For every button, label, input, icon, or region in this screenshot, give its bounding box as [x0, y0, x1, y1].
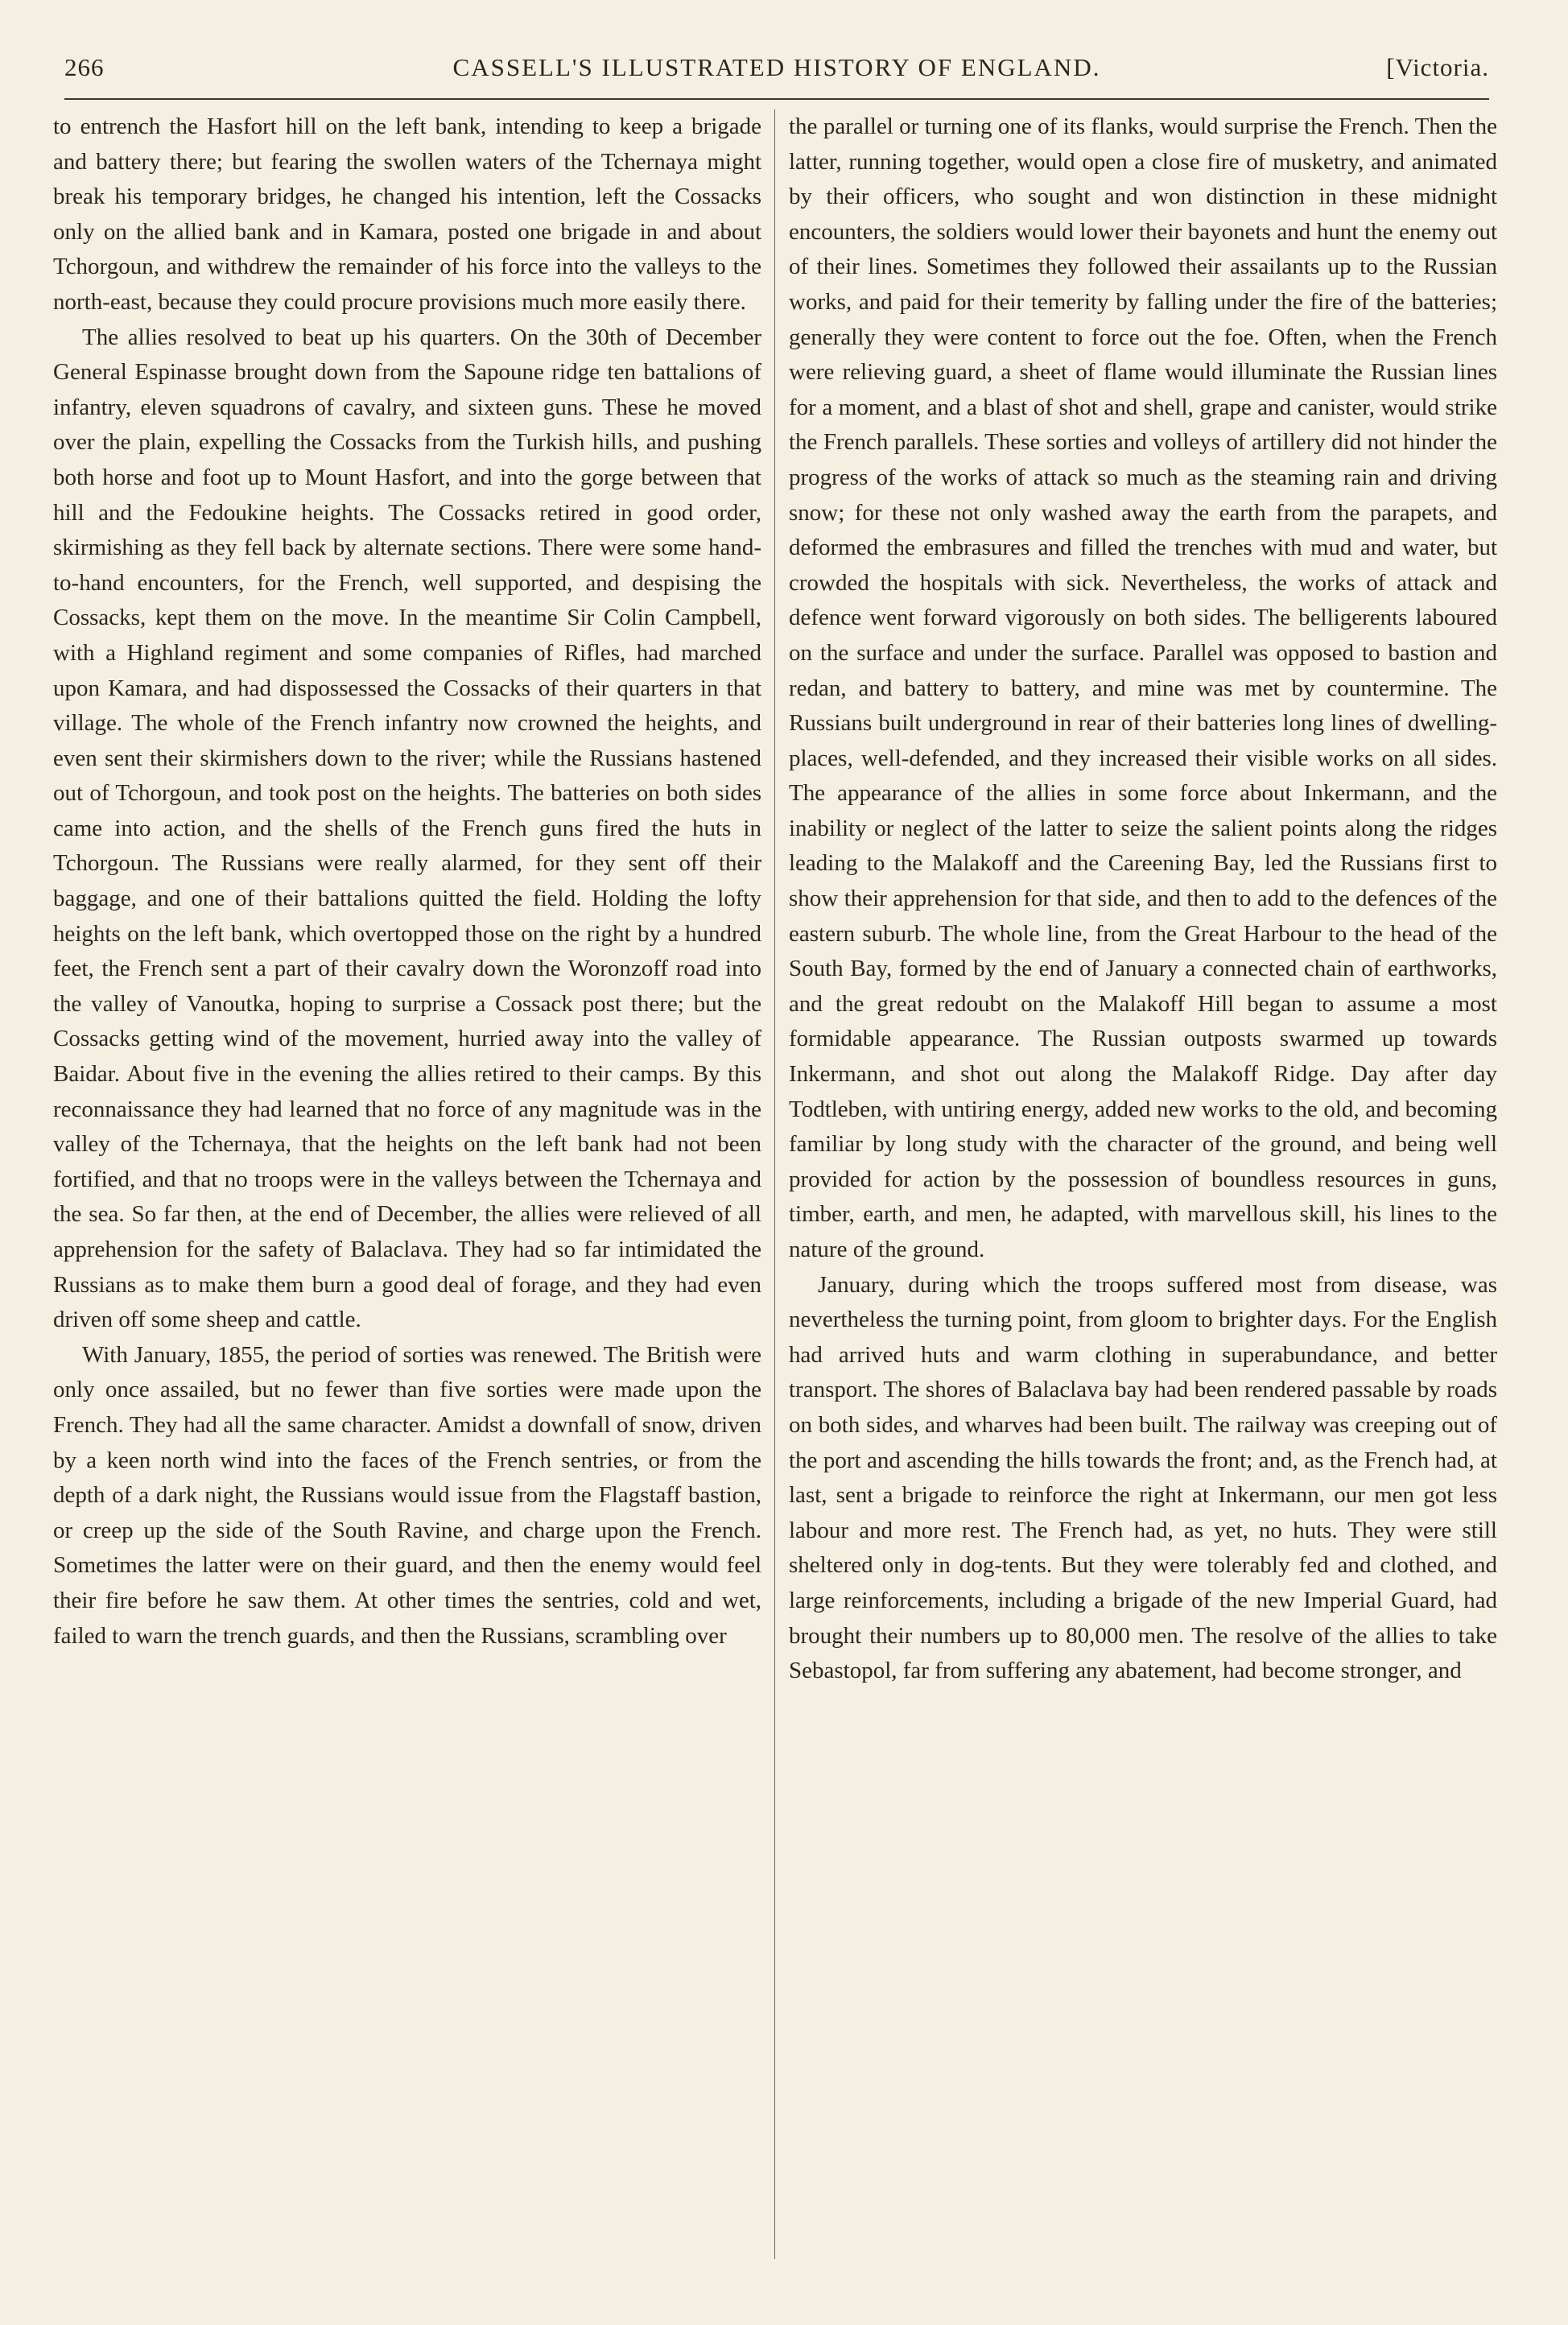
paragraph: With January, 1855, the period of sorties was renewed. The British were only once assailed, but no fewer than five sorties were made upon the French. They had all the same character. Amidst a downfall of snow, driven by a keen north wind into the faces of the French sentries, or from the depth of a dark night, the Russians would issue from the Flagstaff bastion, or creep up the side of the South Ravine, and charge upon the French. Sometimes the latter were on their guard, and then the enemy would feel their fire before he saw them. At other times the sentries, cold and wet, failed to warn the trench guards, and then the Russians, scrambling over: [53, 1341, 761, 1649]
running-title: CASSELL'S ILLUSTRATED HISTORY OF ENGLAND.: [452, 53, 1101, 81]
paragraph: the parallel or turning one of its flanks, would surprise the French. Then the latter, running together, would open a close fire of musketry, and animated by their officers, who sought and won distinction in these midnight encounters, the soldiers would lower their bayonets and hunt the enemy out of their lines. Sometimes they followed their assailants up to the Russian works, and paid for their temerity by falling under the fire of the batteries; generally they were content to force out the foe. Often, when the French were relieving guard, a sheet of flame would illuminate the Russian lines for a moment, and a blast of shot and shell, grape and canister, would strike the French parallels. These sorties and volleys of artillery did not hinder the progress of the works of attack so much as the steaming rain and driving snow; for these not only washed away the earth from the parapets, and deformed the embrasures and filled the trenches with mud and water, but crowded the hospitals with sick. Nevertheless, the works of attack and defence went forward vigorously on both sides. The belligerents laboured on the surface and under the surface. Parallel was opposed to bastion and redan, and battery to battery, and mine was met by countermine. The Russians built underground in rear of their batteries long lines of dwelling-places, well-defended, and they increased their visible works on all sides. The appearance of the allies in some force about Inkermann, and the inability or neglect of the latter to seize the salient points along the ridges leading to the Malakoff and the Careening Bay, led the Russians first to show their apprehension for that side, and then to add to the defences of the eastern suburb. The whole line, from the Great Harbour to the head of the South Bay, formed by the end of January a connected chain of earthworks, and the great redoubt on the Malakoff Hill began to assume a most formidable appearance. The Russian outposts swarmed up towards Inkermann, and shot out along the Malakoff Ridge. Day after day Todtleben, with untiring energy, added new works to the old, and becoming familiar by long study with the character of the ground, and being well provided for action by the possession of boundless resources in guns, timber, earth, and men, he adapted, with marvellous skill, his lines to the nature of the ground.: [789, 114, 1497, 1262]
paragraph: The allies resolved to beat up his quarters. On the 30th of December General Espinasse brought down from the Sapoune ridge ten battalions of infantry, eleven squadrons of cavalry, and sixteen guns. These he moved over the plain, expelling the Cossacks from the Turkish hills, and pushing both horse and foot up to Mount Hasfort, and into the gorge between that hill and the Fedoukine heights. The Cossacks retired in good order, skirmishing as they fell back by alternate sections. There were some hand-to-hand encounters, for the French, well supported, and despising the Cossacks, kept them on the move. In the meantime Sir Colin Campbell, with a Highland regiment and some companies of Rifles, had marched upon Kamara, and had dispossessed the Cossacks of their quarters in that village. The whole of the French infantry now crowned the heights, and even sent their skirmishers down to the river; while the Russians hastened out of Tchorgoun, and took post on the heights. The batteries on both sides came into action, and the shells of the French guns fired the huts in Tchorgoun. The Russians were really alarmed, for they sent off their baggage, and one of their battalions quitted the field. Holding the lofty heights on the left bank, which overtopped those on the right by a hundred feet, the French sent a part of their cavalry down the Woronzoff road into the valley of Vanoutka, hoping to surprise a Cossack post there; but the Cossacks getting wind of the movement, hurried away into the valley of Baidar. About five in the evening the allies retired to their camps. By this reconnaissance they had learned that no force of any magnitude was in the valley of the Tchernaya, that the heights on the left bank had not been fortified, and that no troops were in the valleys between the Tchernaya and the sea. So far then, at the end of December, the allies were relieved of all apprehension for the safety of Balaclava. They had so far intimidated the Russians as to make them burn a good deal of forage, and they had even driven off some sheep and cattle.: [53, 324, 761, 1333]
left-column: [53, 109, 761, 2259]
section-label: [Victoria.: [1386, 53, 1489, 81]
header-rule: [64, 98, 1489, 100]
page-number: 266: [64, 53, 105, 81]
paragraph: January, during which the troops suffered most from disease, was nevertheless the turning point, from gloom to brighter days. For the English had arrived huts and warm clothing in superabundance, and better transport. The shores of Balaclava bay had been rendered passable by roads on both sides, and wharves had been built. The railway was creeping out of the port and ascending the hills towards the front; and, as the French had, at last, sent a brigade to reinforce the right at Inkermann, our men got less labour and more rest. The French had, as yet, no huts. They were still sheltered only in dog-tents. But they were tolerably fed and clothed, and large reinforcements, including a brigade of the new Imperial Guard, had brought their numbers up to 80,000 men. The resolve of the allies to take Sebastopol, far from suffering any abatement, had become stronger, and: [789, 1271, 1497, 1684]
page-header: [64, 48, 1489, 89]
column-divider: [774, 109, 775, 2259]
paragraph: to entrench the Hasfort hill on the left bank, intending to keep a brigade and battery there; but fearing the swollen waters of the Tchernaya might break his temporary bridges, he changed his intention, left the Cossacks only on the allied bank and in Kamara, posted one brigade in and about Tchorgoun, and withdrew the remainder of his force into the valleys to the north-east, because they could procure provisions much more easily there.: [53, 114, 761, 315]
right-column: [789, 109, 1497, 2259]
